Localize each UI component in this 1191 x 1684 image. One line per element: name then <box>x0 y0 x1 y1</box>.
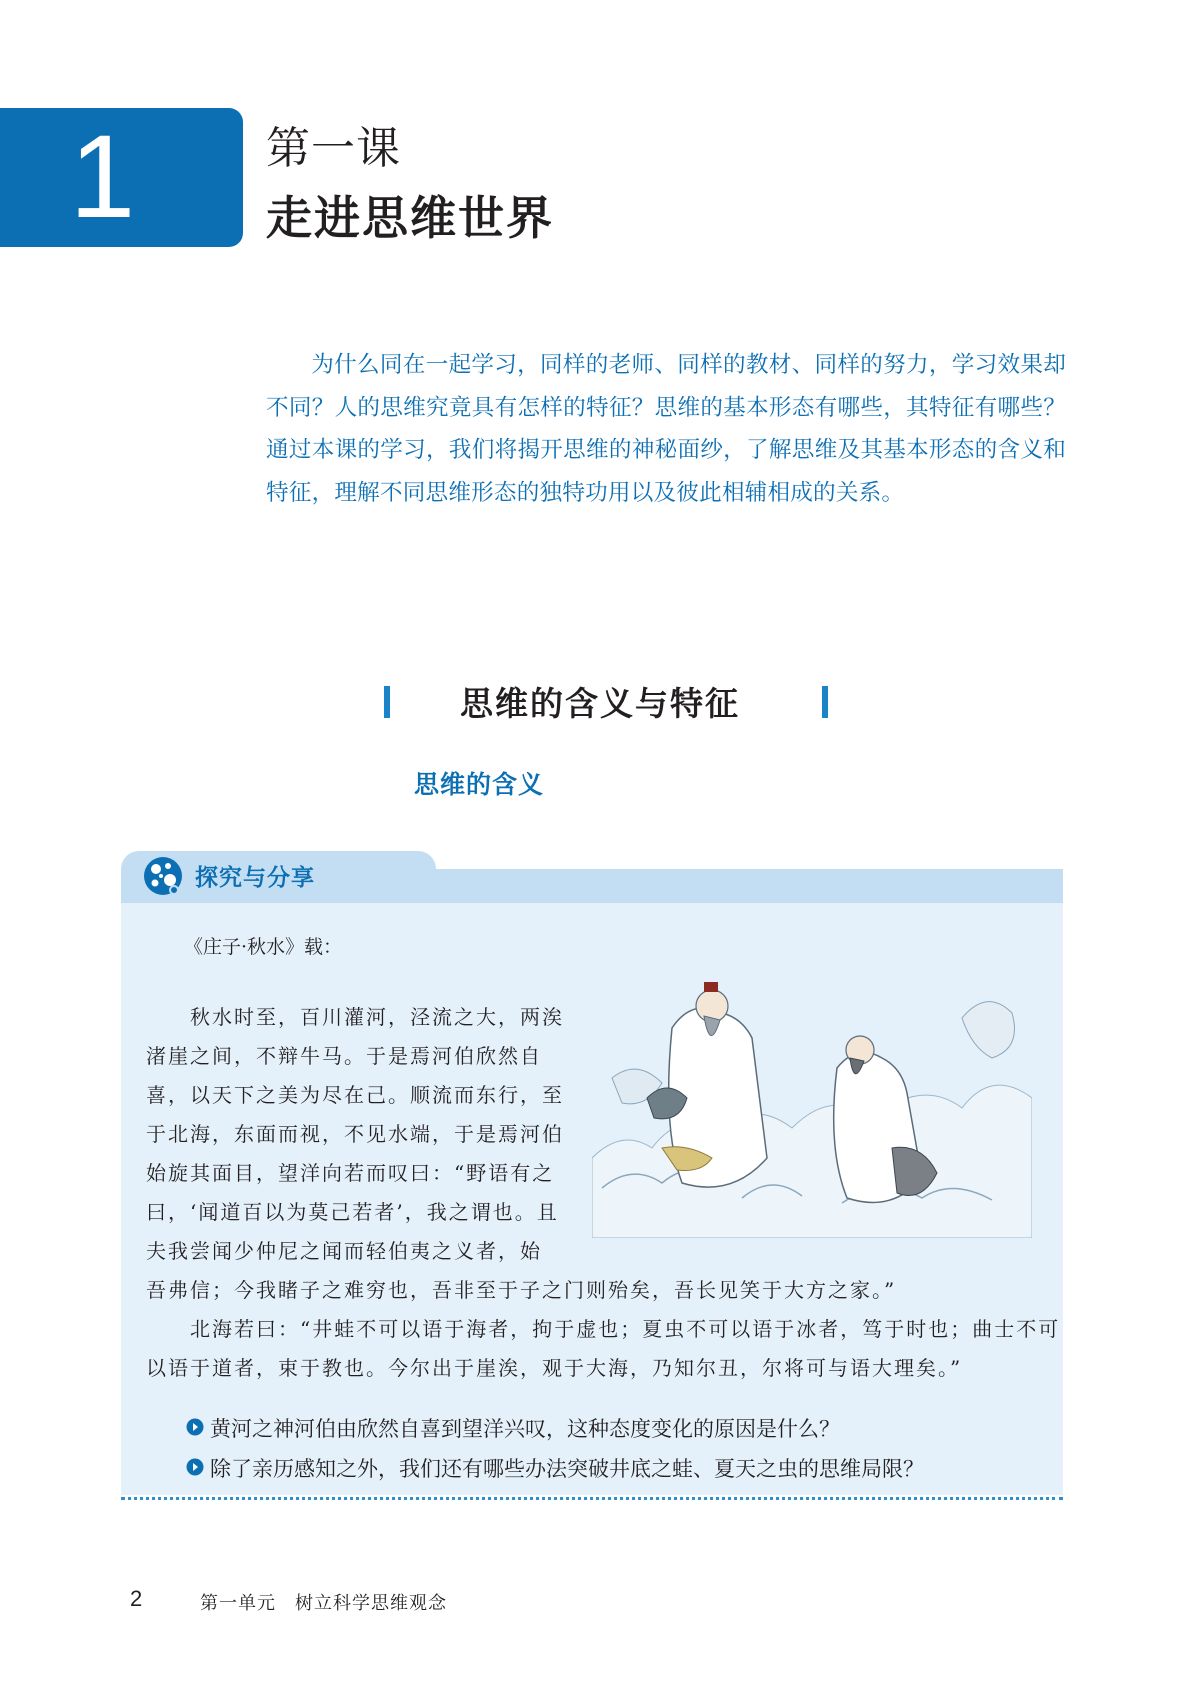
passage-line: 喜，以天下之美为尽在己。顺流而东行，至 <box>146 1083 564 1107</box>
intro-paragraph: 为什么同在一起学习，同样的老师、同样的教材、同样的努力，学习效果却不同？人的思维究竟具有怎样的特征？思维的基本形态有哪些，其特征有哪些？通过本课的学习，我们将揭开思维的神秘面纱，了解思维及其基本形态的含义和特征，理解不同思维形态的独特功用以及彼此相辅相成的关系。 <box>266 352 1066 506</box>
passage-line: 渚崖之间，不辩牛马。于是焉河伯欣然自 <box>146 1044 542 1068</box>
lesson-number: 1 <box>69 111 136 243</box>
passage-line: 曰，‘闻道百以为莫己若者’，我之谓也。且 <box>146 1200 559 1224</box>
passage-line: 以语于道者，束于教也。今尔出于崖涘，观于大海，乃知尔丑，尔将可与语大理矣。” <box>146 1356 963 1380</box>
section-title: 思维的含义与特征 <box>460 684 740 723</box>
explore-share-icon <box>141 854 185 898</box>
passage-line: 秋水时至，百川灌河，泾流之大，两涘 <box>146 1005 564 1029</box>
passage-source: 《庄子·秋水》载： <box>184 936 343 958</box>
passage-line: 北海若曰：“井蛙不可以语于海者，拘于虚也；夏虫不可以语于冰者，笃于时也；曲士不可 <box>146 1317 1061 1341</box>
lesson-label: 第一课 <box>266 123 401 174</box>
section-title-right-bar <box>822 686 828 718</box>
explore-box-dotted-border <box>121 1497 1063 1500</box>
lesson-title: 走进思维世界 <box>266 191 554 245</box>
passage-line: 于北海，东面而视，不见水端，于是焉河伯 <box>146 1122 564 1146</box>
passage-line: 始旋其面目，望洋向若而叹曰：“野语有之 <box>146 1161 555 1185</box>
passage-line: 夫我尝闻少仲尼之闻而轻伯夷之义者，始 <box>146 1239 542 1263</box>
explore-box-label: 探究与分享 <box>195 865 315 891</box>
question-item: 黄河之神河伯由欣然自喜到望洋兴叹，这种态度变化的原因是什么？ <box>210 1417 840 1441</box>
running-footer: 第一单元 树立科学思维观念 <box>200 1593 447 1614</box>
subsection-title: 思维的含义 <box>414 770 545 799</box>
section-title-left-bar <box>384 686 390 718</box>
question-bullet-icon <box>186 1418 204 1436</box>
sages-illustration <box>592 958 1032 1238</box>
question-item: 除了亲历感知之外，我们还有哪些办法突破井底之蛙、夏天之虫的思维局限？ <box>210 1457 924 1481</box>
question-bullet-icon <box>186 1458 204 1476</box>
page-number: 2 <box>130 1586 143 1611</box>
passage-line: 吾弗信；今我睹子之难穷也，吾非至于子之门则殆矣，吾长见笑于大方之家。” <box>146 1278 897 1302</box>
